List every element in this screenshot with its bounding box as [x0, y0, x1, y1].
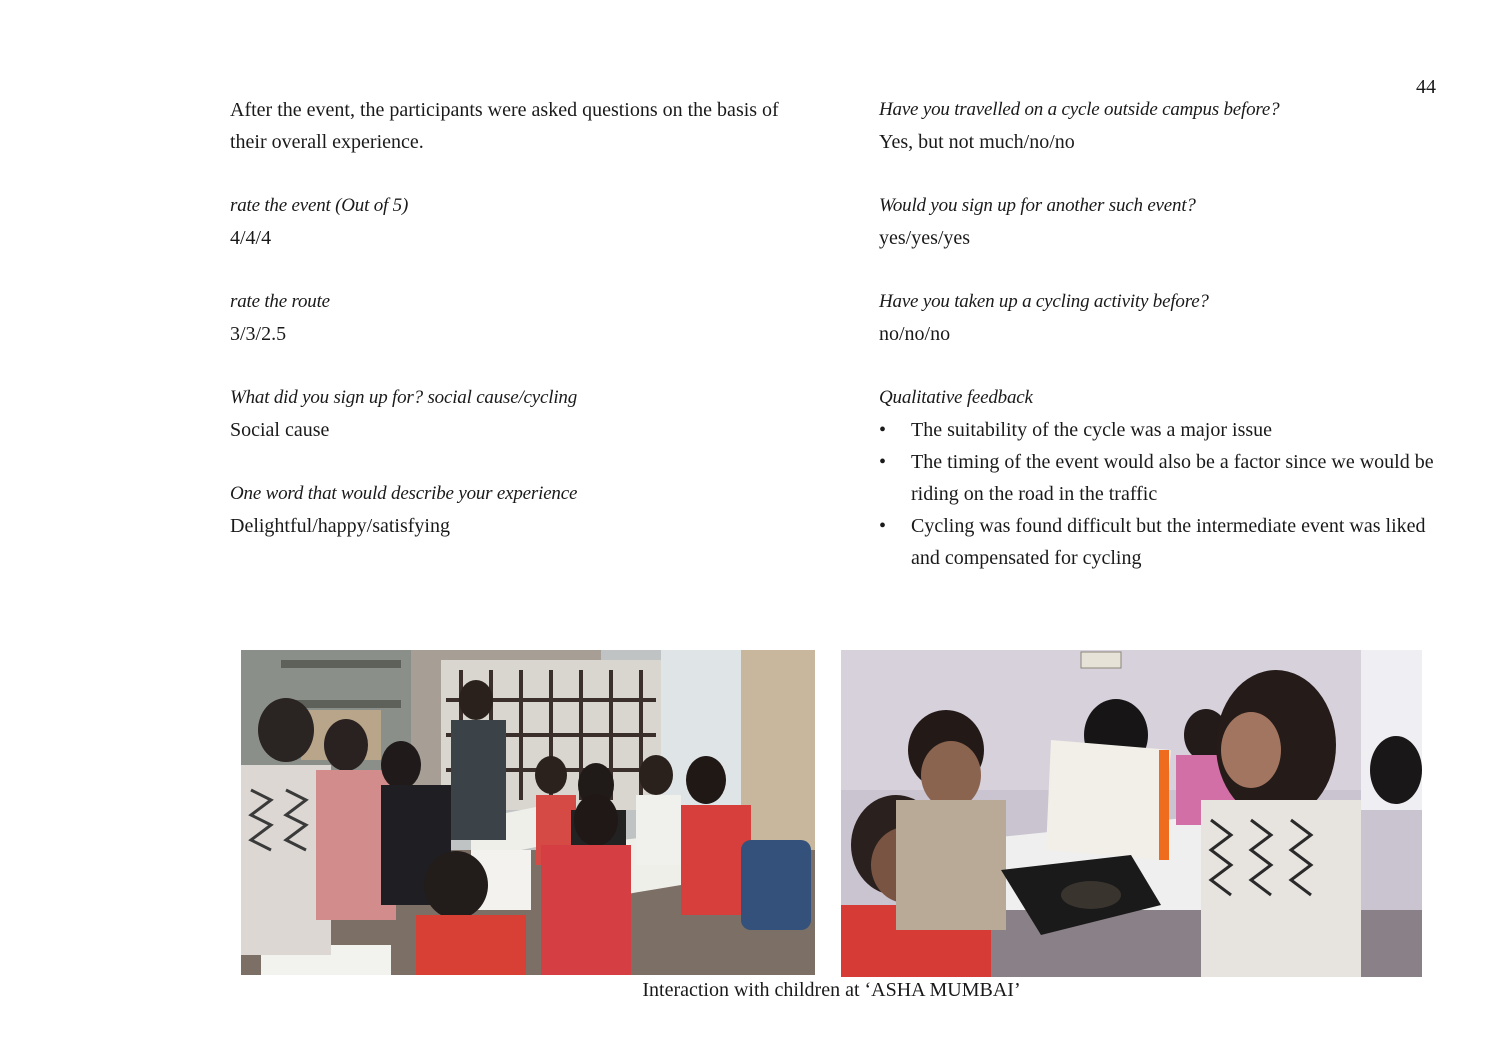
intro-text: After the event, the participants were asked questions on the basis of their overall experience.: [230, 99, 779, 153]
feedback-block: [879, 382, 1449, 574]
qa-item: [879, 94, 1449, 158]
answer: 4/4/4: [230, 227, 272, 249]
classroom-photo-left: [241, 650, 815, 975]
classroom-photo-right: [841, 650, 1422, 977]
question: Have you taken up a cycling activity before?: [879, 291, 1209, 312]
qa-item: [879, 190, 1449, 254]
question: rate the event (Out of 5): [230, 195, 409, 216]
answer: yes/yes/yes: [879, 227, 971, 249]
qa-item: [230, 286, 800, 350]
feedback-list: [879, 414, 1449, 574]
answer: 3/3/2.5: [230, 323, 287, 345]
photo-illustration: [841, 650, 1422, 977]
intro-block: [230, 94, 800, 158]
feedback-item: • The suitability of the cycle was a major issue: [879, 414, 1449, 446]
right-column: [879, 94, 1449, 606]
question: rate the route: [230, 291, 330, 312]
feedback-item: • Cycling was found difficult but the intermediate event was liked and compensated for cycling: [879, 510, 1449, 574]
question: Have you travelled on a cycle outside campus before?: [879, 99, 1280, 120]
answer: Social cause: [230, 419, 330, 441]
question: One word that would describe your experience: [230, 483, 578, 504]
answer: Yes, but not much/no/no: [879, 131, 1075, 153]
answer: no/no/no: [879, 323, 951, 345]
left-column: [230, 94, 800, 574]
question: Would you sign up for another such event?: [879, 195, 1196, 216]
feedback-item: • The timing of the event would also be a factor since we would be riding on the road in the traffic: [879, 446, 1449, 510]
qa-item: [230, 478, 800, 542]
page-number: 44: [1416, 76, 1436, 98]
photo-caption: Interaction with children at ‘ASHA MUMBAI’: [642, 979, 1021, 1001]
question: What did you sign up for? social cause/cycling: [230, 387, 577, 408]
qa-item: [230, 382, 800, 446]
answer: Delightful/happy/satisfying: [230, 515, 450, 537]
qa-item: [230, 190, 800, 254]
photo-illustration: [241, 650, 815, 975]
feedback-heading: Qualitative feedback: [879, 387, 1033, 408]
qa-item: [879, 286, 1449, 350]
